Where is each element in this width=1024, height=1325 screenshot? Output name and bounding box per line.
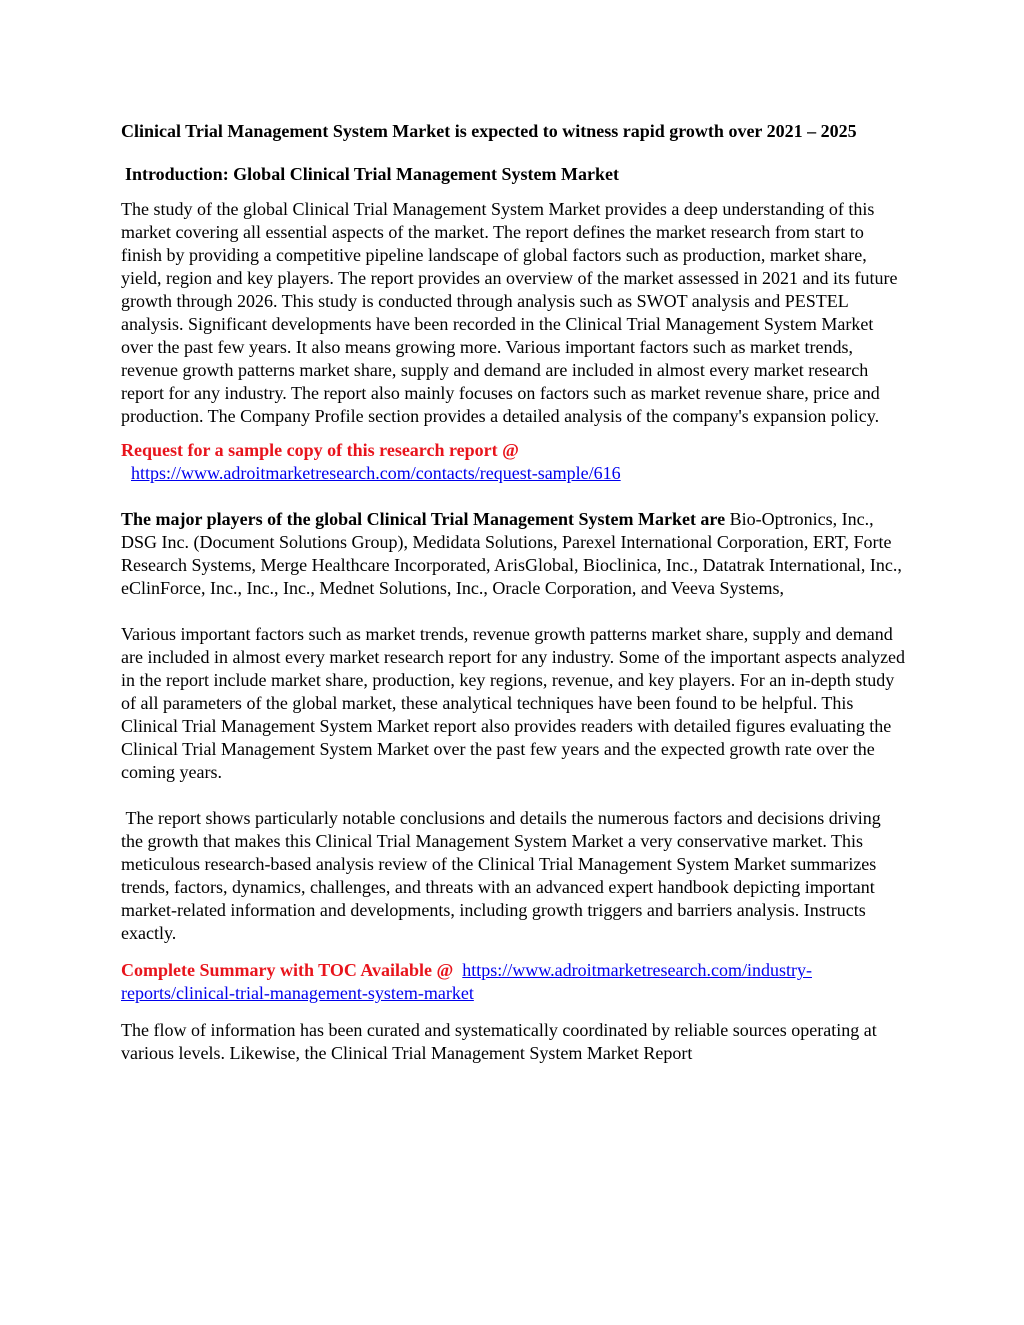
toc-block [121, 959, 906, 1005]
intro-paragraph: The study of the global Clinical Trial Management System Market provides a deep understanding of this market covering all essential aspects of the market. The report defines the market research from start to finish by providing a competitive pipeline landscape of global factors such as production, market share, yield, region and key players. The report provides an overview of the market assessed in 2021 and its future growth through 2026. This study is conducted through analysis such as SWOT analysis and PESTEL analysis. Significant developments have been recorded in the Clinical Trial Management System Market over the past few years. It also means growing more. Various important factors such as market trends, revenue growth patterns market share, supply and demand are included in almost every market research report for any industry. The report also mainly focuses on factors such as market revenue share, price and production. The Company Profile section provides a detailed analysis of the company's expansion policy. [121, 199, 898, 426]
toc-label: Complete Summary with TOC Available @ [121, 960, 454, 980]
flow-paragraph: The flow of information has been curated and systematically coordinated by reliable sources operating at various levels. Likewise, the Clinical Trial Management System Market Report [121, 1020, 877, 1063]
conclusions-text: The report shows particularly notable conclusions and details the numerous factors and decisions driving the growth that makes this Clinical Trial Management System Market a very conservative market. This meticulous research-based analysis review of the Clinical Trial Management System Market summarizes trends, factors, dynamics, challenges, and threats with an advanced expert handbook depicting important market-related information and developments, including growth triggers and barriers analysis. Instructs exactly. [121, 808, 881, 943]
toc-link[interactable]: https://www.adroitmarketresearch.com/industry-reports/clinical-trial-management-system-market [121, 960, 812, 1003]
conclusions-paragraph [121, 807, 906, 945]
sample-request-line [131, 462, 906, 485]
players-lead: The major players of the global Clinical Trial Management System Market are [121, 509, 726, 529]
players-paragraph [121, 508, 906, 600]
document-title: Clinical Trial Management System Market is expected to witness rapid growth over 2021 – 2025 [121, 121, 857, 141]
document-page [121, 118, 906, 1065]
factors-paragraph: Various important factors such as market trends, revenue growth patterns market share, supply and demand are included in almost every market research report for any industry. Some of the important aspects analyzed in the report include market share, production, key regions, revenue, and key players. For an in-depth study of all parameters of the global market, these analytical techniques have been found to be helpful. This Clinical Trial Management System Market report also provides readers with detailed figures evaluating the Clinical Trial Management System Market over the past few years and the expected growth rate over the coming years. [121, 624, 906, 782]
sample-request-label: Request for a sample copy of this research report @ [121, 440, 519, 460]
sample-request-block [121, 439, 906, 485]
intro-heading: Introduction: Global Clinical Trial Management System Market [125, 164, 619, 184]
sample-request-link[interactable]: https://www.adroitmarketresearch.com/contacts/request-sample/616 [131, 463, 621, 483]
players-list: Bio-Optronics, Inc., DSG Inc. (Document Solutions Group), Medidata Solutions, Parexel International Corporation, ERT, Forte Research Systems, Merge Healthcare Incorporated, ArisGlobal, Bioclinica, Inc., Datatrak International, Inc., eClinForce, Inc., Inc., Inc., Mednet Solutions, Inc., Oracle Corporation, and Veeva Systems, [121, 509, 902, 598]
